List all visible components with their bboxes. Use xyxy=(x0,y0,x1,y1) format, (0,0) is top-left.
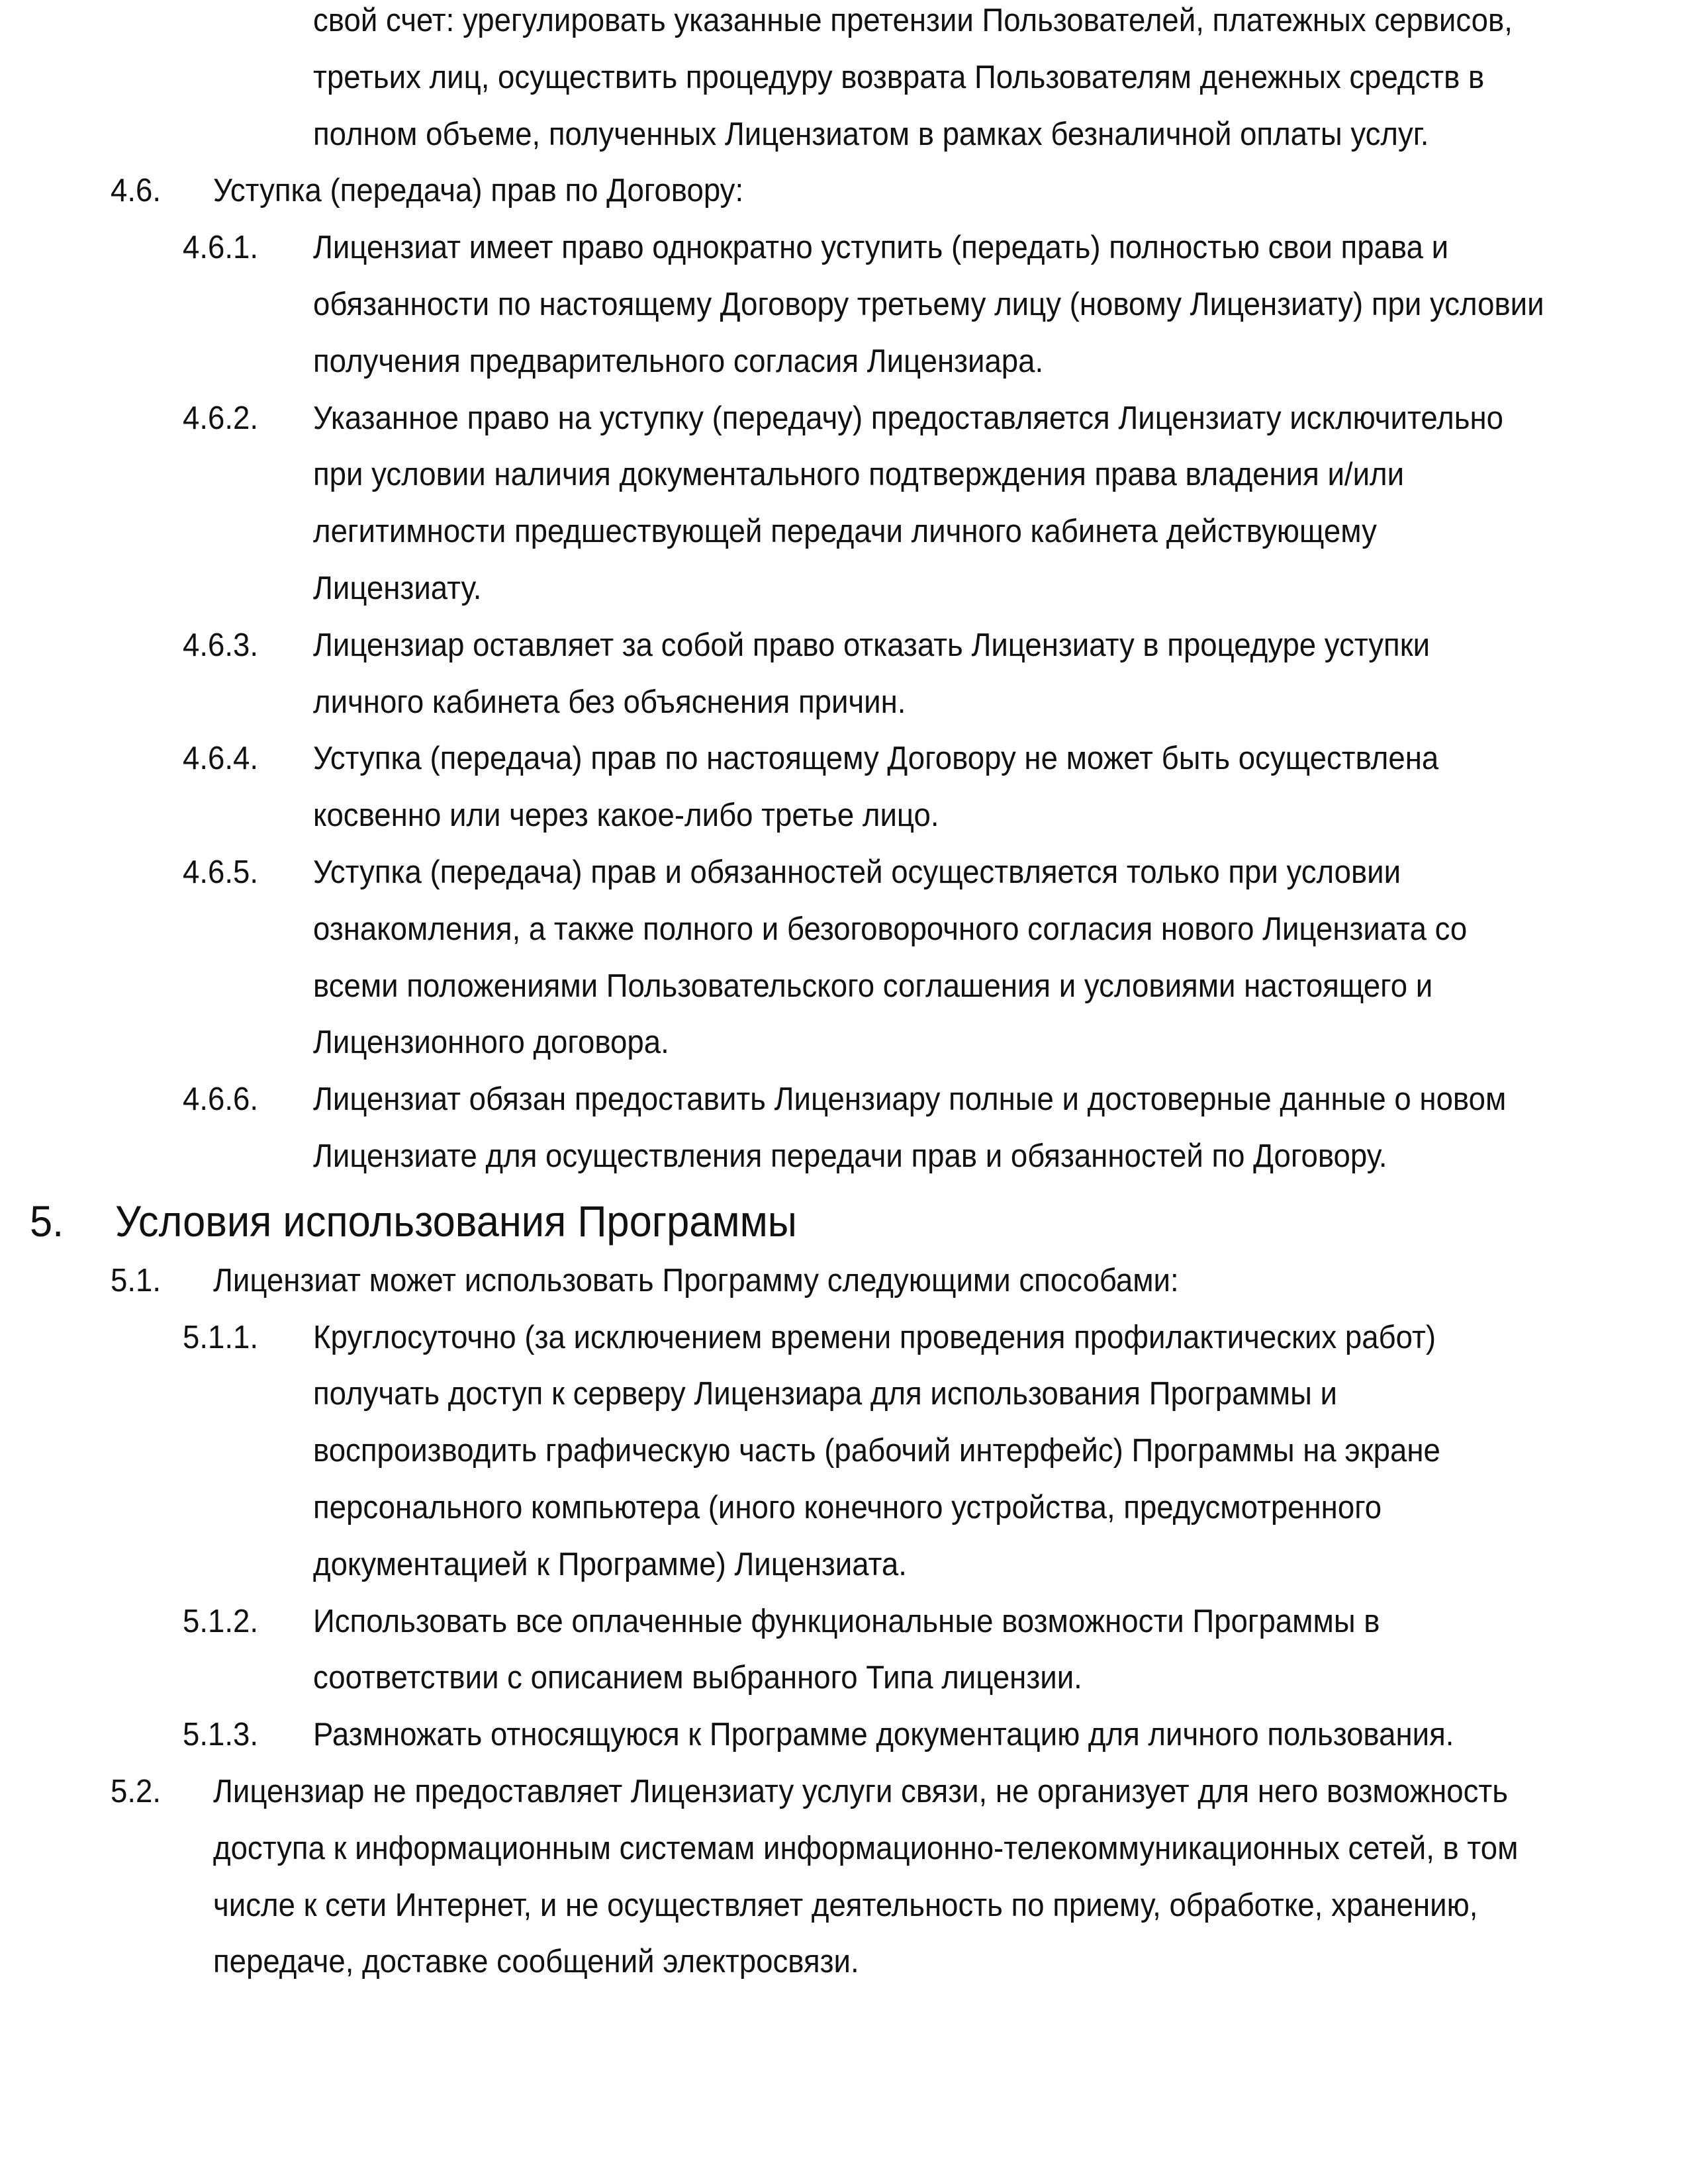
clause-text-line: числе к сети Интернет, и не осуществляет деятельность по приему, обработке, хранению, xyxy=(213,1887,1478,1923)
clause-text-line: передаче, доставке сообщений электросвязи. xyxy=(213,1944,859,1980)
clause-text-line: Размножать относящуюся к Программе документацию для личного пользования. xyxy=(313,1717,1454,1753)
clause-text-line: Лицензиате для осуществления передачи прав и обязанностей по Договору. xyxy=(313,1138,1387,1174)
clause-text-line: личного кабинета без объяснения причин. xyxy=(313,684,906,720)
clause-text-line: полном объеме, полученных Лицензиатом в рамках безналичной оплаты услуг. xyxy=(313,116,1429,152)
clause-text-line: Круглосуточно (за исключением времени проведения профилактических работ) xyxy=(313,1319,1436,1355)
clause-number: 5.1. xyxy=(111,1262,162,1298)
section-heading: Условия использования Программы xyxy=(115,1196,797,1246)
clause-number: 4.6.4. xyxy=(183,741,259,777)
clause-number: 5.1.3. xyxy=(183,1717,259,1753)
clause-text-line: при условии наличия документального подтверждения права владения и/или xyxy=(313,457,1405,493)
clause-text-line: персонального компьютера (иного конечного устройства, предусмотренного xyxy=(313,1490,1382,1525)
clause-number: 4.6.2. xyxy=(183,400,259,436)
clause-text-line: Лицензиат имеет право однократно уступить (передать) полностью свои права и xyxy=(313,230,1449,266)
clause-text-line: соответствии с описанием выбранного Типа лицензии. xyxy=(313,1660,1082,1696)
clause-text-line: воспроизводить графическую часть (рабочий интерфейс) Программы на экране xyxy=(313,1433,1440,1469)
clause-number: 4.6.1. xyxy=(183,230,259,266)
clause-number: 5.2. xyxy=(111,1774,162,1809)
clause-text-line: обязанности по настоящему Договору третьему лицу (новому Лицензиату) при условии xyxy=(313,287,1544,322)
clause-text-line: получать доступ к серверу Лицензиара для использования Программы и xyxy=(313,1376,1337,1412)
clause-text-line: свой счет: урегулировать указанные претензии Пользователей, платежных сервисов, xyxy=(313,3,1513,38)
clause-text-line: Лицензионного договора. xyxy=(313,1024,669,1061)
clause-number: 4.6. xyxy=(111,173,162,209)
clause-text-line: Лицензиат может использовать Программу следующими способами: xyxy=(213,1262,1179,1298)
clause-text-line: документацией к Программе) Лицензиата. xyxy=(313,1546,907,1582)
clause-text-line: косвенно или через какое-либо третье лицо. xyxy=(313,797,939,834)
clause-text-line: всеми положениями Пользовательского соглашения и условиями настоящего и xyxy=(313,968,1433,1004)
clause-text-line: Лицензиату. xyxy=(313,570,482,606)
clause-text-line: Уступка (передача) прав по Договору: xyxy=(213,173,744,209)
clause-text-line: Лицензиар оставляет за собой право отказать Лицензиату в процедуре уступки xyxy=(313,627,1430,663)
clause-text-line: доступа к информационным системам информационно-телекоммуникационных сетей, в том xyxy=(213,1830,1519,1866)
clause-text-line: легитимности предшествующей передачи личного кабинета действующему xyxy=(313,514,1377,550)
clause-number: 5.1.2. xyxy=(183,1603,259,1639)
section-number: 5. xyxy=(30,1196,64,1246)
clause-text-line: Уступка (передача) прав и обязанностей осуществляется только при условии xyxy=(313,854,1401,890)
clause-text-line: ознакомления, а также полного и безоговорочного согласия нового Лицензиата со xyxy=(313,911,1468,947)
clause-text-line: Указанное право на уступку (передачу) предоставляется Лицензиату исключительно xyxy=(313,400,1503,436)
clause-number: 5.1.1. xyxy=(183,1319,259,1355)
clause-number: 4.6.5. xyxy=(183,854,259,890)
clause-number: 4.6.6. xyxy=(183,1081,259,1118)
clause-text-line: Лицензиат обязан предоставить Лицензиару полные и достоверные данные о новом xyxy=(313,1081,1507,1118)
clause-text-line: Уступка (передача) прав по настоящему Договору не может быть осуществлена xyxy=(313,741,1439,777)
clause-text-line: получения предварительного согласия Лицензиара. xyxy=(313,343,1044,379)
clause-text-line: третьих лиц, осуществить процедуру возврата Пользователям денежных средств в xyxy=(313,59,1485,95)
clause-number: 4.6.3. xyxy=(183,627,259,663)
clause-text-line: Лицензиар не предоставляет Лицензиату услуги связи, не организует для него возможность xyxy=(213,1774,1508,1809)
clause-text-line: Использовать все оплаченные функциональные возможности Программы в xyxy=(313,1603,1380,1639)
